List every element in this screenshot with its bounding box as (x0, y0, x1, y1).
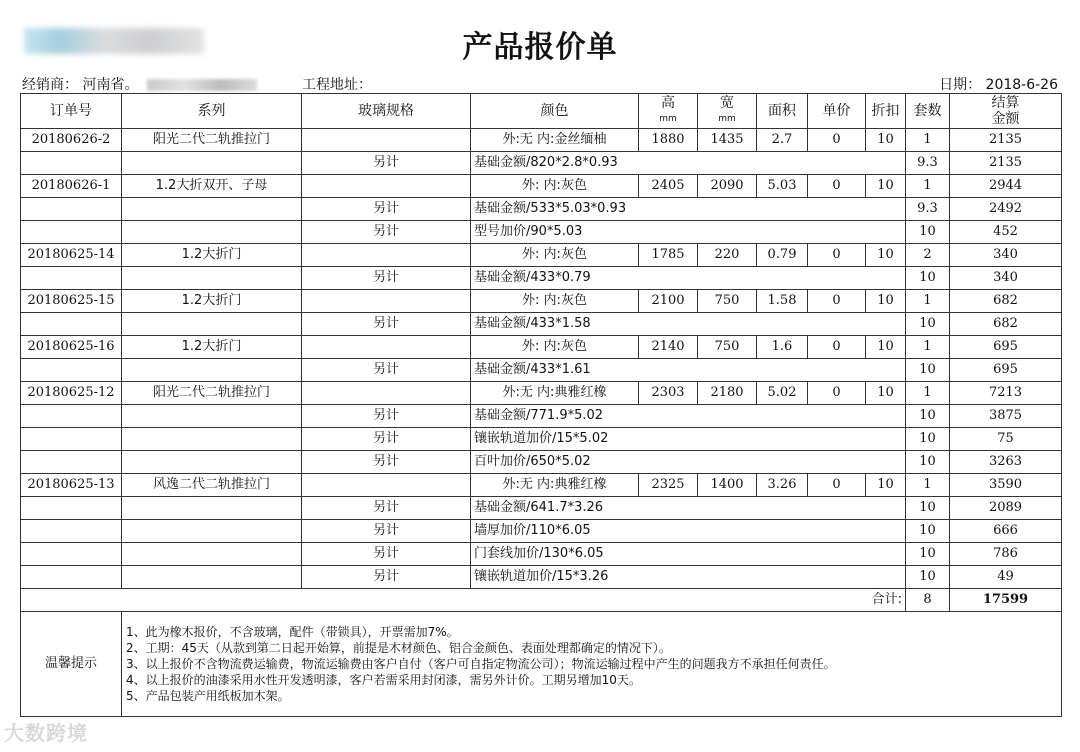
order-number-cell (21, 566, 122, 589)
sets-cell: 10 (906, 497, 950, 520)
area-cell: 5.03 (757, 175, 808, 198)
sets-cell: 10 (906, 520, 950, 543)
glass-cell (302, 336, 471, 359)
amount-cell: 7213 (950, 382, 1062, 405)
surcharge-row (21, 221, 1062, 244)
total-sets: 8 (906, 589, 950, 612)
col-color: 颜色 (471, 94, 639, 129)
notes-row (21, 612, 1062, 717)
order-number-cell (21, 497, 122, 520)
color-cell: 外:无 内:典雅红橡 (471, 382, 639, 405)
note-item: 5、产品包装产用纸板加木架。 (126, 689, 290, 703)
width-cell: 1435 (698, 129, 757, 152)
date-label: 日期： (939, 77, 982, 93)
surcharge-desc-cell: 镶嵌轨道加价/15*5.02 (471, 428, 906, 451)
surcharge-label-cell: 另计 (302, 267, 471, 290)
col-glass: 玻璃规格 (302, 94, 471, 129)
surcharge-desc-cell: 基础金额/533*5.03*0.93 (471, 198, 906, 221)
col-series: 系列 (122, 94, 302, 129)
series-cell (122, 152, 302, 175)
surcharge-desc-cell: 镶嵌轨道加价/15*3.26 (471, 566, 906, 589)
series-cell (122, 405, 302, 428)
dealer-label: 经销商： (22, 77, 78, 93)
order-row (21, 382, 1062, 405)
surcharge-row (21, 198, 1062, 221)
surcharge-row (21, 359, 1062, 382)
total-label: 合计: (21, 589, 906, 612)
order-number-cell (21, 313, 122, 336)
height-cell: 2303 (639, 382, 698, 405)
unit-price-cell: 0 (808, 474, 866, 497)
series-cell (122, 359, 302, 382)
surcharge-label-cell: 另计 (302, 152, 471, 175)
col-discount: 折扣 (866, 94, 906, 129)
order-number-cell (21, 198, 122, 221)
series-cell (122, 428, 302, 451)
sets-cell: 10 (906, 566, 950, 589)
amount-cell: 340 (950, 267, 1062, 290)
dealer-info (22, 74, 257, 94)
color-cell: 外: 内:灰色 (471, 244, 639, 267)
surcharge-label-cell: 另计 (302, 451, 471, 474)
surcharge-desc-cell: 百叶加价/650*5.02 (471, 451, 906, 474)
amount-cell: 2944 (950, 175, 1062, 198)
surcharge-row (21, 152, 1062, 175)
note-item: 1、此为橡木报价，不含玻璃，配件（带锁具），开票需加7%。 (126, 625, 459, 639)
glass-cell (302, 290, 471, 313)
unit-price-cell: 0 (808, 336, 866, 359)
surcharge-desc-cell: 门套线加价/130*6.05 (471, 543, 906, 566)
order-number-cell (21, 520, 122, 543)
area-cell: 2.7 (757, 129, 808, 152)
amount-cell: 2492 (950, 198, 1062, 221)
col-area: 面积 (757, 94, 808, 129)
series-cell: 1.2大折门 (122, 336, 302, 359)
amount-cell: 2089 (950, 497, 1062, 520)
amount-cell: 3590 (950, 474, 1062, 497)
sets-cell: 10 (906, 359, 950, 382)
discount-cell: 10 (866, 382, 906, 405)
area-cell: 1.6 (757, 336, 808, 359)
order-number-cell (21, 428, 122, 451)
table-header-row (21, 94, 1062, 129)
quote-table (20, 93, 1062, 717)
surcharge-label-cell: 另计 (302, 428, 471, 451)
unit-price-cell: 0 (808, 129, 866, 152)
width-cell: 2180 (698, 382, 757, 405)
surcharge-label-cell: 另计 (302, 520, 471, 543)
amount-cell: 682 (950, 313, 1062, 336)
glass-cell (302, 175, 471, 198)
col-unit-price: 单价 (808, 94, 866, 129)
order-row (21, 129, 1062, 152)
col-sets: 套数 (906, 94, 950, 129)
surcharge-label-cell: 另计 (302, 405, 471, 428)
order-number-cell: 20180625-13 (21, 474, 122, 497)
order-number-cell (21, 152, 122, 175)
quote-date (939, 74, 1058, 94)
surcharge-desc-cell: 墙厚加价/110*6.05 (471, 520, 906, 543)
sets-cell: 9.3 (906, 152, 950, 175)
order-number-cell: 20180625-15 (21, 290, 122, 313)
sets-cell: 10 (906, 267, 950, 290)
unit-price-cell: 0 (808, 175, 866, 198)
surcharge-label-cell: 另计 (302, 221, 471, 244)
discount-cell: 10 (866, 336, 906, 359)
surcharge-row (21, 313, 1062, 336)
series-cell (122, 543, 302, 566)
date-value: 2018-6-26 (985, 77, 1058, 93)
area-cell: 3.26 (757, 474, 808, 497)
amount-cell: 49 (950, 566, 1062, 589)
height-cell: 1880 (639, 129, 698, 152)
height-cell: 2325 (639, 474, 698, 497)
surcharge-desc-cell: 基础金额/820*2.8*0.93 (471, 152, 906, 175)
col-height: 高 mm (639, 94, 698, 129)
site-label: 工程地址： (302, 77, 372, 93)
surcharge-row (21, 520, 1062, 543)
height-cell: 2405 (639, 175, 698, 198)
surcharge-label-cell: 另计 (302, 198, 471, 221)
amount-cell: 786 (950, 543, 1062, 566)
total-row (21, 589, 1062, 612)
series-cell (122, 313, 302, 336)
series-cell (122, 451, 302, 474)
color-cell: 外: 内:灰色 (471, 336, 639, 359)
glass-cell (302, 382, 471, 405)
order-row (21, 290, 1062, 313)
order-number-cell (21, 451, 122, 474)
surcharge-desc-cell: 基础金额/771.9*5.02 (471, 405, 906, 428)
sets-cell: 1 (906, 290, 950, 313)
order-number-cell: 20180625-16 (21, 336, 122, 359)
sets-cell: 1 (906, 382, 950, 405)
sets-cell: 10 (906, 405, 950, 428)
surcharge-desc-cell: 基础金额/433*0.79 (471, 267, 906, 290)
order-number-cell (21, 221, 122, 244)
amount-cell: 2135 (950, 152, 1062, 175)
sets-cell: 10 (906, 313, 950, 336)
discount-cell: 10 (866, 290, 906, 313)
width-cell: 750 (698, 290, 757, 313)
amount-cell: 75 (950, 428, 1062, 451)
discount-cell: 10 (866, 129, 906, 152)
series-cell (122, 221, 302, 244)
color-cell: 外:无 内:金丝缅柚 (471, 129, 639, 152)
amount-cell: 695 (950, 359, 1062, 382)
area-cell: 1.58 (757, 290, 808, 313)
unit-price-cell: 0 (808, 290, 866, 313)
series-cell: 1.2大折门 (122, 244, 302, 267)
sets-cell: 1 (906, 336, 950, 359)
order-row (21, 336, 1062, 359)
height-cell: 2100 (639, 290, 698, 313)
sets-cell: 1 (906, 129, 950, 152)
series-cell: 阳光二代二轨推拉门 (122, 129, 302, 152)
surcharge-row (21, 428, 1062, 451)
order-row (21, 474, 1062, 497)
width-cell: 220 (698, 244, 757, 267)
series-cell (122, 198, 302, 221)
glass-cell (302, 474, 471, 497)
surcharge-row (21, 405, 1062, 428)
series-cell (122, 566, 302, 589)
note-item: 4、以上报价的油漆采用水性开发透明漆，客户若需采用封闭漆，需另外计价。工期另增加10天。 (126, 673, 641, 687)
glass-cell (302, 244, 471, 267)
notes-content (122, 612, 1062, 717)
width-cell: 1400 (698, 474, 757, 497)
series-cell: 1.2大折门 (122, 290, 302, 313)
surcharge-desc-cell: 基础金额/433*1.58 (471, 313, 906, 336)
series-cell (122, 497, 302, 520)
blurred-dealer-name (147, 79, 257, 91)
height-cell: 1785 (639, 244, 698, 267)
surcharge-desc-cell: 基础金额/641.7*3.26 (471, 497, 906, 520)
surcharge-label-cell: 另计 (302, 497, 471, 520)
amount-cell: 666 (950, 520, 1062, 543)
surcharge-label-cell: 另计 (302, 566, 471, 589)
col-width: 宽 mm (698, 94, 757, 129)
glass-cell (302, 129, 471, 152)
note-item: 2、工期：45天（从款到第二日起开始算，前提是木材颜色、铝合金颜色、表面处理都确定的情况下）。 (126, 641, 671, 655)
area-cell: 0.79 (757, 244, 808, 267)
unit-price-cell: 0 (808, 244, 866, 267)
surcharge-row (21, 267, 1062, 290)
order-number-cell: 20180626-2 (21, 129, 122, 152)
sets-cell: 1 (906, 474, 950, 497)
sets-cell: 10 (906, 221, 950, 244)
watermark: 大数跨境 (4, 721, 88, 745)
surcharge-row (21, 543, 1062, 566)
col-amount: 结算 金额 (950, 94, 1062, 129)
discount-cell: 10 (866, 175, 906, 198)
surcharge-label-cell: 另计 (302, 543, 471, 566)
sets-cell: 1 (906, 175, 950, 198)
order-number-cell (21, 405, 122, 428)
surcharge-label-cell: 另计 (302, 313, 471, 336)
amount-cell: 452 (950, 221, 1062, 244)
order-number-cell: 20180625-12 (21, 382, 122, 405)
surcharge-row (21, 566, 1062, 589)
discount-cell: 10 (866, 244, 906, 267)
order-number-cell: 20180625-14 (21, 244, 122, 267)
amount-cell: 682 (950, 290, 1062, 313)
order-row (21, 244, 1062, 267)
surcharge-row (21, 497, 1062, 520)
site-address (302, 74, 372, 94)
series-cell: 阳光二代二轨推拉门 (122, 382, 302, 405)
order-number-cell (21, 267, 122, 290)
col-order: 订单号 (21, 94, 122, 129)
series-cell (122, 267, 302, 290)
order-number-cell (21, 543, 122, 566)
width-cell: 750 (698, 336, 757, 359)
sets-cell: 9.3 (906, 198, 950, 221)
total-amount: 17599 (950, 589, 1062, 612)
page-title: 产品报价单 (462, 30, 618, 65)
color-cell: 外: 内:灰色 (471, 175, 639, 198)
order-number-cell (21, 359, 122, 382)
amount-cell: 2135 (950, 129, 1062, 152)
width-cell: 2090 (698, 175, 757, 198)
color-cell: 外: 内:灰色 (471, 290, 639, 313)
note-item: 3、以上报价不含物流费运输费，物流运输费由客户自付（客户可自指定物流公司）；物流运输过程中产生的问题我方不承担任何责任。 (126, 657, 836, 671)
amount-cell: 3263 (950, 451, 1062, 474)
series-cell (122, 520, 302, 543)
amount-cell: 3875 (950, 405, 1062, 428)
discount-cell: 10 (866, 474, 906, 497)
surcharge-row (21, 451, 1062, 474)
amount-cell: 695 (950, 336, 1062, 359)
notes-label: 温馨提示 (21, 612, 122, 717)
unit-price-cell: 0 (808, 382, 866, 405)
surcharge-label-cell: 另计 (302, 359, 471, 382)
sets-cell: 10 (906, 543, 950, 566)
order-row (21, 175, 1062, 198)
series-cell: 1.2大折双开、子母 (122, 175, 302, 198)
height-cell: 2140 (639, 336, 698, 359)
surcharge-desc-cell: 型号加价/90*5.03 (471, 221, 906, 244)
amount-cell: 340 (950, 244, 1062, 267)
sets-cell: 10 (906, 428, 950, 451)
color-cell: 外:无 内:典雅红橡 (471, 474, 639, 497)
series-cell: 风逸二代二轨推拉门 (122, 474, 302, 497)
sets-cell: 10 (906, 451, 950, 474)
order-number-cell: 20180626-1 (21, 175, 122, 198)
sets-cell: 2 (906, 244, 950, 267)
surcharge-desc-cell: 基础金额/433*1.61 (471, 359, 906, 382)
dealer-value: 河南省。 (82, 77, 139, 93)
area-cell: 5.02 (757, 382, 808, 405)
